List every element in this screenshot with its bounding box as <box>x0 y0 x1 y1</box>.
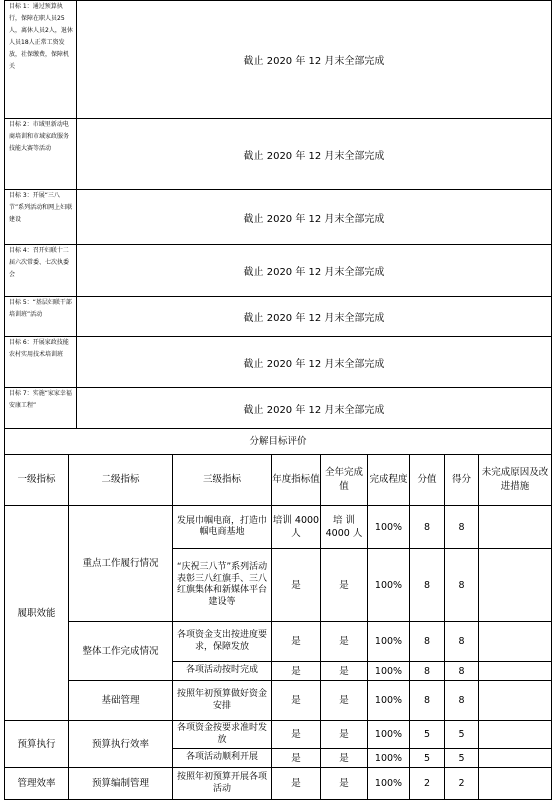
indicator-cell: 按照年初预算做好资金安排 <box>173 681 272 721</box>
goal-label: 目标 2：市域里新动电商培训和市域家政服务技能大赛等活动 <box>5 119 77 190</box>
goal-status: 截止 2020 年 12 月末全部完成 <box>77 337 552 388</box>
table-row <box>5 506 552 549</box>
goal-label: 目标 5：“基层妇联干部培训班”活动 <box>5 297 77 337</box>
done-cell: 是 <box>321 749 368 768</box>
score-cell: 8 <box>445 681 479 721</box>
goal-row <box>5 337 552 388</box>
reason-cell <box>479 768 552 800</box>
header-level3: 三级指标 <box>173 455 272 506</box>
header-level1: 一级指标 <box>5 455 69 506</box>
indicator-cell: 发展巾帼电商，打造巾帼电商基地 <box>173 506 272 549</box>
goal-status: 截止 2020 年 12 月末全部完成 <box>77 119 552 190</box>
value-cell: 5 <box>410 749 445 768</box>
header-full-year: 全年完成值 <box>321 455 368 506</box>
indicator-cell: “庆祝三八节”系列活动表彰三八红旗手、三八红旗集体和新媒体平台建设等 <box>173 549 272 622</box>
subgroup-key-work: 重点工作履行情况 <box>69 506 173 622</box>
score-cell: 2 <box>445 768 479 800</box>
subgroup-prep-mgmt: 预算编制管理 <box>69 768 173 800</box>
reason-cell <box>479 622 552 662</box>
goal-row <box>5 1 552 119</box>
target-cell: 是 <box>272 749 321 768</box>
degree-cell: 100% <box>368 622 410 662</box>
goal-label: 目标 1：通过预算执行，保障在职人员25人，离休人员2人，退休人员18人正常工资发放，社保缴费，保障机关 <box>5 1 77 119</box>
value-cell: 8 <box>410 681 445 721</box>
reason-cell <box>479 721 552 749</box>
score-cell: 5 <box>445 749 479 768</box>
value-cell: 8 <box>410 662 445 681</box>
degree-cell: 100% <box>368 749 410 768</box>
goal-row <box>5 297 552 337</box>
done-cell: 培 训4000 人 <box>321 506 368 549</box>
goal-row <box>5 245 552 297</box>
goal-status: 截止 2020 年 12 月末全部完成 <box>77 190 552 245</box>
table-row <box>5 622 552 662</box>
value-cell: 8 <box>410 549 445 622</box>
header-score: 得分 <box>445 455 479 506</box>
goal-status: 截止 2020 年 12 月末全部完成 <box>77 1 552 119</box>
goal-row <box>5 388 552 429</box>
goal-status: 截止 2020 年 12 月末全部完成 <box>77 245 552 297</box>
degree-cell: 100% <box>368 549 410 622</box>
done-cell: 是 <box>321 768 368 800</box>
degree-cell: 100% <box>368 506 410 549</box>
header-score-value: 分值 <box>410 455 445 506</box>
indicator-cell: 按照年初预算开展各项活动 <box>173 768 272 800</box>
reason-cell <box>479 549 552 622</box>
degree-cell: 100% <box>368 768 410 800</box>
reason-cell <box>479 749 552 768</box>
indicator-cell: 各项活动顺利开展 <box>173 749 272 768</box>
subgroup-overall: 整体工作完成情况 <box>69 622 173 681</box>
goal-label: 目标 3：开展“三八节”系列活动和网上妇联建设 <box>5 190 77 245</box>
reason-cell <box>479 662 552 681</box>
goal-label: 目标 6：开展家政技能农村实用技术培训班 <box>5 337 77 388</box>
indicator-cell: 各项资金支出按进度要求，保障发放 <box>173 622 272 662</box>
header-annual-target: 年度指标值 <box>272 455 321 506</box>
header-degree: 完成程度 <box>368 455 410 506</box>
degree-cell: 100% <box>368 681 410 721</box>
subgroup-basic: 基础管理 <box>69 681 173 721</box>
value-cell: 2 <box>410 768 445 800</box>
evaluation-table <box>4 428 552 800</box>
reason-cell <box>479 681 552 721</box>
group-perf: 履职效能 <box>5 506 69 721</box>
goal-row <box>5 119 552 190</box>
header-level2: 二级指标 <box>69 455 173 506</box>
degree-cell: 100% <box>368 662 410 681</box>
done-cell: 是 <box>321 622 368 662</box>
value-cell: 8 <box>410 506 445 549</box>
goal-row <box>5 190 552 245</box>
goal-label: 目标 4：召开妇联十二届六次常委、七次执委会 <box>5 245 77 297</box>
group-budget-exec: 预算执行 <box>5 721 69 768</box>
header-reason: 未完成原因及改进措施 <box>479 455 552 506</box>
value-cell: 5 <box>410 721 445 749</box>
goal-status: 截止 2020 年 12 月末全部完成 <box>77 388 552 429</box>
target-cell: 是 <box>272 549 321 622</box>
done-cell: 是 <box>321 549 368 622</box>
goal-status: 截止 2020 年 12 月末全部完成 <box>77 297 552 337</box>
goals-table <box>4 0 552 429</box>
target-cell: 是 <box>272 681 321 721</box>
done-cell: 是 <box>321 681 368 721</box>
target-cell: 是 <box>272 622 321 662</box>
section-title: 分解目标评价 <box>5 429 552 455</box>
table-row <box>5 681 552 721</box>
score-cell: 8 <box>445 506 479 549</box>
done-cell: 是 <box>321 662 368 681</box>
indicator-cell: 各项活动按时完成 <box>173 662 272 681</box>
table-row <box>5 721 552 749</box>
score-cell: 8 <box>445 622 479 662</box>
header-row <box>5 455 552 506</box>
indicator-cell: 各项资金按要求准时发放 <box>173 721 272 749</box>
group-mgmt: 管理效率 <box>5 768 69 800</box>
goal-label: 目标 7：实施“家家幸福安康工程” <box>5 388 77 429</box>
degree-cell: 100% <box>368 721 410 749</box>
subgroup-exec-eff: 预算执行效率 <box>69 721 173 768</box>
table-row <box>5 768 552 800</box>
score-cell: 8 <box>445 662 479 681</box>
score-cell: 8 <box>445 549 479 622</box>
target-cell: 是 <box>272 768 321 800</box>
value-cell: 8 <box>410 622 445 662</box>
score-cell: 5 <box>445 721 479 749</box>
target-cell: 是 <box>272 662 321 681</box>
reason-cell <box>479 506 552 549</box>
done-cell: 是 <box>321 721 368 749</box>
target-cell: 培训 4000 人 <box>272 506 321 549</box>
target-cell: 是 <box>272 721 321 749</box>
